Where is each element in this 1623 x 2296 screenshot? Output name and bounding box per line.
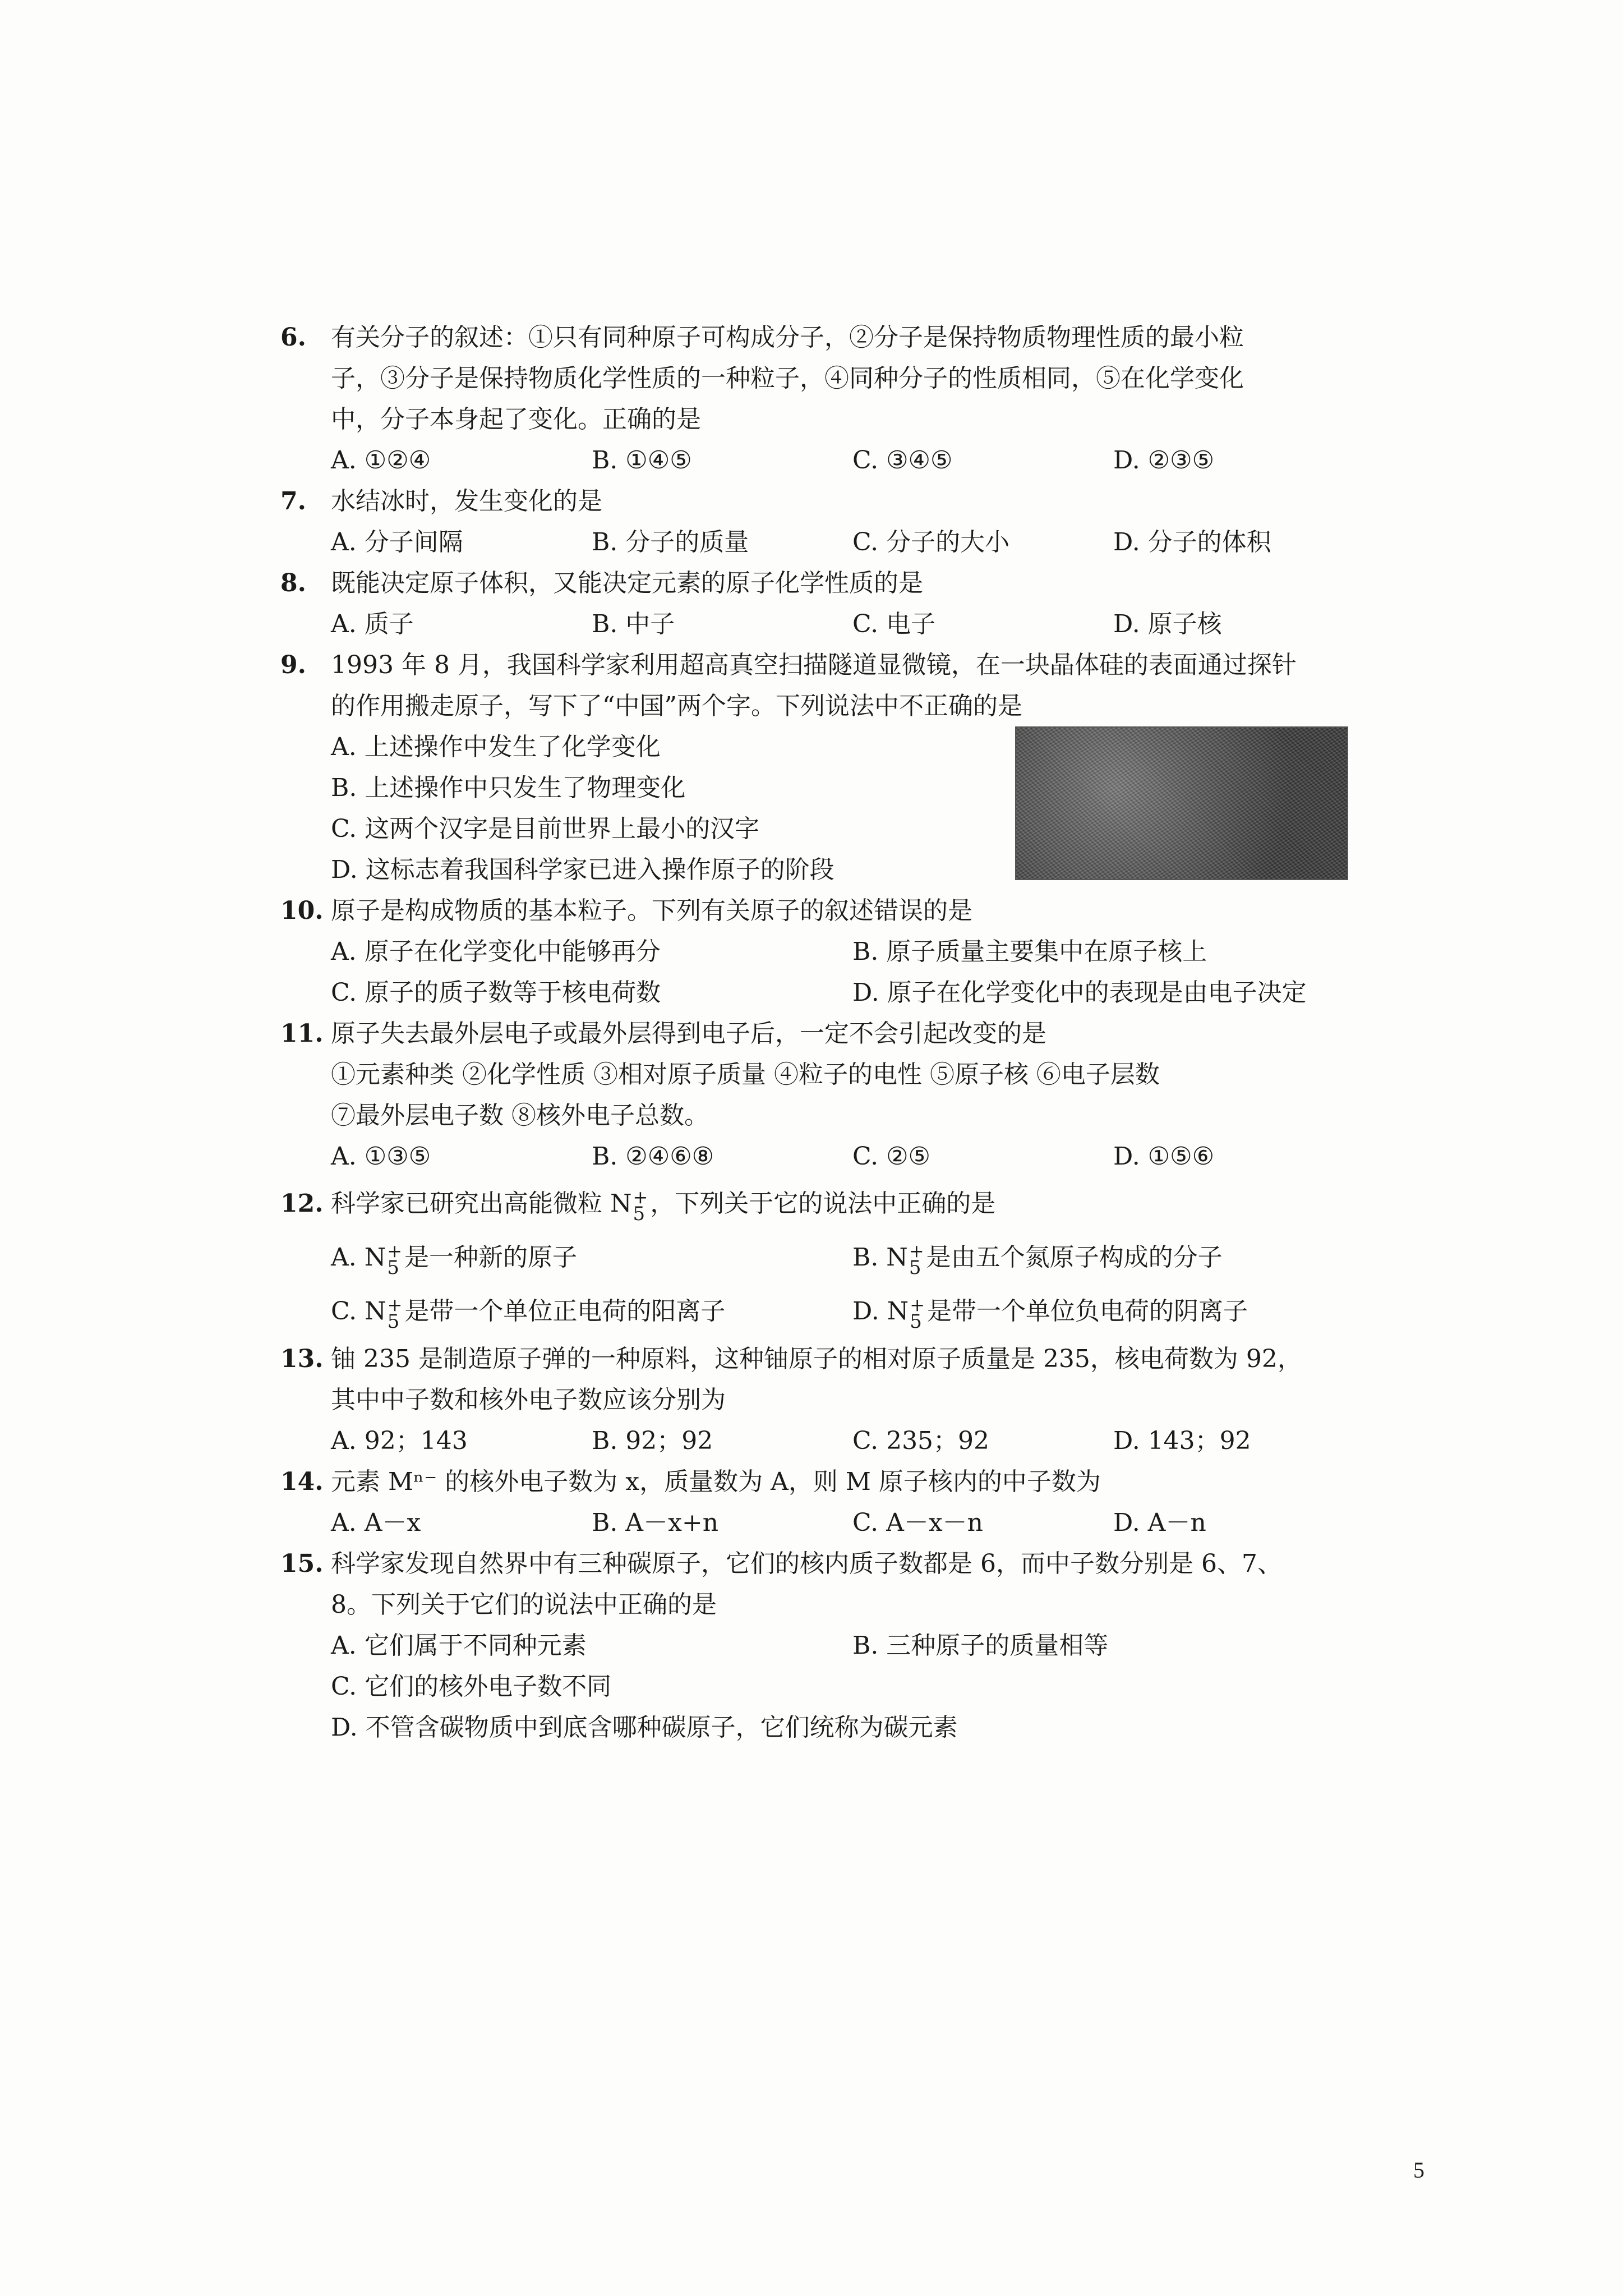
option-c: C. ②⑤ — [852, 1142, 930, 1171]
option-a: A. 分子间隔 — [331, 528, 463, 556]
options-row — [280, 1502, 1374, 1543]
n5-subscript: + 5 — [633, 1186, 648, 1225]
options-row — [280, 931, 1374, 972]
question-15 — [280, 1543, 1374, 1748]
question-stem: 水结冰时，发生变化的是 — [331, 487, 602, 516]
option-a: A. ①②④ — [331, 446, 431, 475]
question-number: 14. — [280, 1467, 324, 1496]
question-number: 8. — [280, 569, 306, 597]
question-number: 10. — [280, 896, 324, 925]
option-d: D. ①⑤⑥ — [1113, 1142, 1215, 1171]
options-row — [280, 1420, 1374, 1461]
options-row — [280, 604, 1374, 645]
question-stem-cont: 8。下列关于它们的说法中正确的是 — [331, 1590, 717, 1619]
option-a: A. N + 5 是一种新的原子 — [331, 1240, 578, 1279]
option-d: D. A－n — [1113, 1508, 1206, 1537]
options-row — [280, 522, 1374, 563]
question-11 — [280, 1013, 1374, 1177]
options-row — [280, 1285, 1374, 1338]
option-a: A. 它们属于不同种元素 — [331, 1631, 587, 1660]
option-d: D. 143；92 — [1113, 1427, 1251, 1455]
question-stem-cont: 中，分子本身起了变化。正确的是 — [331, 405, 701, 434]
option-b: B. 92；92 — [592, 1427, 713, 1455]
option-b: B. 分子的质量 — [592, 528, 749, 556]
option-d: D. ②③⑤ — [1113, 446, 1215, 475]
question-stem-cont: ⑦最外层电子数 ⑧核外电子总数。 — [331, 1101, 709, 1130]
option-b: B. ②④⑥⑧ — [592, 1142, 714, 1171]
question-stem-post: ，下列关于它的说法中正确的是 — [650, 1189, 996, 1218]
question-stem-cont: 其中中子数和核外电子数应该分别为 — [331, 1386, 726, 1414]
question-6 — [280, 317, 1374, 481]
option-d: D. N + 5 是带一个单位负电荷的阴离子 — [852, 1294, 1248, 1333]
option-c: C. A－x－n — [852, 1508, 983, 1537]
question-13 — [280, 1338, 1374, 1461]
option-a: A. A－x — [331, 1508, 421, 1537]
option-c: C. 电子 — [852, 610, 936, 638]
stm-chinese-characters-image — [1015, 726, 1348, 880]
question-12 — [280, 1177, 1374, 1338]
question-stem: 原子是构成物质的基本粒子。下列有关原子的叙述错误的是 — [331, 896, 972, 925]
option-c: C. 这两个汉字是目前世界上最小的汉字 — [331, 815, 760, 843]
option-b: B. 中子 — [592, 610, 675, 638]
question-stem-cont: ①元素种类 ②化学性质 ③相对原子质量 ④粒子的电性 ⑤原子核 ⑥电子层数 — [331, 1060, 1160, 1089]
option-c: C. 原子的质子数等于核电荷数 — [331, 978, 661, 1007]
option-c: C. N + 5 是带一个单位正电荷的阳离子 — [331, 1294, 726, 1333]
question-stem: 有关分子的叙述：①只有同种原子可构成分子，②分子是保持物质物理性质的最小粒 — [331, 323, 1244, 352]
page-number: 5 — [1413, 2157, 1424, 2183]
question-list — [280, 317, 1374, 1748]
option-b: B. A－x+n — [592, 1508, 719, 1537]
question-stem: 原子失去最外层电子或最外层得到电子后，一定不会引起改变的是 — [331, 1019, 1046, 1048]
option-b: B. 上述操作中只发生了物理变化 — [331, 774, 686, 802]
options-row — [280, 1231, 1374, 1285]
option-c: C. ③④⑤ — [852, 446, 953, 475]
question-10 — [280, 890, 1374, 1013]
options-row — [280, 440, 1374, 481]
option-d: D. 不管含碳物质中到底含哪种碳原子，它们统称为碳元素 — [331, 1713, 958, 1742]
option-a: A. 原子在化学变化中能够再分 — [331, 937, 661, 966]
option-d: D. 分子的体积 — [1113, 528, 1271, 556]
question-8 — [280, 563, 1374, 645]
question-number: 15. — [280, 1549, 324, 1578]
option-a: A. 质子 — [331, 610, 414, 638]
question-number: 11. — [280, 1019, 324, 1048]
question-number: 6. — [280, 323, 306, 352]
option-d: D. 原子核 — [1113, 610, 1222, 638]
question-7 — [280, 481, 1374, 563]
question-stem: 1993 年 8 月，我国科学家利用超高真空扫描隧道显微镜，在一块晶体硅的表面通过探针 — [331, 651, 1297, 679]
question-14 — [280, 1461, 1374, 1543]
question-stem: 科学家已研究出高能微粒 N — [331, 1189, 632, 1218]
option-c: C. 235；92 — [852, 1427, 990, 1455]
option-c: C. 分子的大小 — [852, 528, 1010, 556]
options-row — [280, 1136, 1374, 1177]
option-b: B. ①④⑤ — [592, 446, 692, 475]
option-c: C. 它们的核外电子数不同 — [331, 1672, 612, 1701]
option-a: A. 92；143 — [331, 1427, 468, 1455]
option-a: A. ①③⑤ — [331, 1142, 431, 1171]
question-stem: 铀 235 是制造原子弹的一种原料，这种铀原子的相对原子质量是 235，核电荷数为 92， — [331, 1345, 1302, 1373]
option-b: B. N + 5 是由五个氮原子构成的分子 — [852, 1240, 1223, 1279]
question-number: 9. — [280, 651, 306, 679]
question-stem-cont: 的作用搬走原子，写下了“中国”两个字。下列说法中不正确的是 — [331, 692, 1022, 720]
options-row — [280, 1625, 1374, 1666]
options-row — [280, 972, 1374, 1013]
option-a: A. 上述操作中发生了化学变化 — [331, 733, 661, 761]
question-stem: 既能决定原子体积，又能决定元素的原子化学性质的是 — [331, 569, 923, 597]
question-stem: 科学家发现自然界中有三种碳原子，它们的核内质子数都是 6，而中子数分别是 6、7、 — [331, 1549, 1282, 1578]
question-number: 13. — [280, 1345, 324, 1373]
option-d: D. 原子在化学变化中的表现是由电子决定 — [852, 978, 1307, 1007]
option-b: B. 原子质量主要集中在原子核上 — [852, 937, 1207, 966]
question-stem: 元素 Mⁿ⁻ 的核外电子数为 x，质量数为 A，则 M 原子核内的中子数为 — [331, 1467, 1101, 1496]
option-d: D. 这标志着我国科学家已进入操作原子的阶段 — [331, 855, 834, 884]
question-stem-cont: 子，③分子是保持物质化学性质的一种粒子，④同种分子的性质相同，⑤在化学变化 — [331, 364, 1244, 393]
question-number: 12. — [280, 1189, 324, 1218]
question-number: 7. — [280, 487, 306, 516]
option-b: B. 三种原子的质量相等 — [852, 1631, 1109, 1660]
